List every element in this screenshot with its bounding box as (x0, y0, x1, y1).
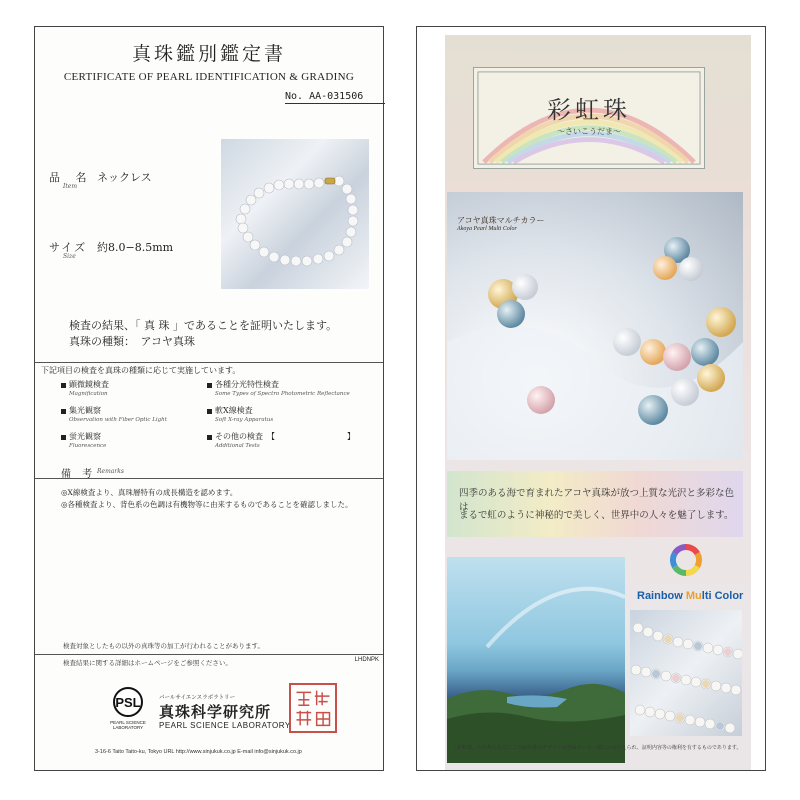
method-item: 軟X線検査 Soft X-ray Apparatus (207, 405, 273, 423)
size-value: 約8.0−8.5mm (97, 241, 174, 254)
method-item: 各種分光特性検査 Some Types of Spectro Photometric Reflectance (207, 379, 350, 397)
red-seal-stamp-icon (289, 683, 337, 733)
note-line: 検査対象としたもの以外の真珠等の加工が行われることがあります。 (63, 642, 264, 650)
photo-caption-en: Akoya Pearl Multi Color (457, 226, 517, 232)
size-label-en: Size (63, 253, 76, 260)
rainbow-ring-logo-icon (670, 544, 702, 576)
necklace-photo (630, 610, 742, 736)
brochure-title: 彩虹珠 (547, 96, 631, 124)
remarks-label: 備 考 (61, 469, 97, 480)
necklace-illustration (630, 610, 742, 736)
pearl-type: 真珠の種類： アコヤ真珠 (69, 335, 195, 348)
sea-illustration (447, 557, 625, 763)
tagline-line: 四季のある海で育まれたアコヤ真珠が放つ上質な光沢と多彩な色は (459, 488, 735, 513)
checkbox-square-icon (61, 409, 66, 414)
remarks-section (35, 457, 383, 655)
tagline-line: まるで虹のように神秘的で美しく、世界中の人々を魅了します。 (459, 510, 734, 521)
certificate-card (34, 26, 384, 771)
bracelet-illustration (221, 139, 369, 289)
checkbox-square-icon (61, 383, 66, 388)
checkbox-square-icon (61, 435, 66, 440)
photo-caption: アコヤ真珠マルチカラー (457, 216, 545, 225)
size-label: サイズ (49, 241, 88, 254)
result-statement: 検査の結果、「 真 珠 」であることを証明いたします。 (69, 319, 338, 332)
note-line: 検査結果に関する詳細はホームページをご参照ください。 (63, 659, 232, 667)
checkbox-square-icon (207, 409, 212, 414)
bracelet-photo (221, 139, 369, 289)
lab-name-kana: パールサイエンスラボラトリー (159, 695, 236, 701)
item-label: 品 名 (49, 171, 93, 184)
multicolor-pearls-photo (447, 192, 743, 460)
brochure-footer: 「彩虹珠」の名称ならびにこの証明書のデザインは登録メーカー様にのみ与えられ、証明内容等の権利を有するものであります。 (452, 745, 742, 751)
method-item: その他の検査 【 】 Additional Tests (207, 431, 355, 449)
remark-line: ◎X線検査より、真珠層特有の成長構造を認めます。 (61, 488, 238, 497)
item-label-en: Item (63, 183, 78, 190)
certificate-title: 真珠鑑別鑑定書 (131, 43, 286, 65)
tagline-box (447, 471, 743, 537)
method-item: 集光観察 Observation with Fiber Optic Light (61, 405, 167, 423)
method-item: 顕微鏡検査 Magnification (61, 379, 109, 397)
pearls-illustration (447, 192, 743, 460)
checkbox-square-icon (207, 435, 212, 440)
lab-name-en: PEARL SCIENCE LABORATORY (159, 721, 291, 730)
rainbow-banner (473, 67, 705, 169)
item-value: ネックレス (97, 171, 152, 184)
checkbox-square-icon (207, 383, 212, 388)
brochure-title-reading: 〜さいこうだま〜 (557, 127, 621, 136)
method-item: 蛍光観察 Fluorescence (61, 431, 106, 449)
certificate-number: No. AA-031506 (285, 91, 385, 104)
remarks-label-en: Remarks (97, 468, 124, 475)
lab-logo-icon: PSL (113, 687, 143, 717)
certificate-subtitle: CERTIFICATE OF PEARL IDENTIFICATION & GRADING (63, 71, 355, 83)
form-code: LHDNPK (354, 657, 379, 663)
rainbow-multi-color-label: Rainbow Multi Color (637, 590, 744, 602)
remark-line: ◎各種検査より、背色系の色調は有機物等に由来するものであることを確認しました。 (61, 500, 353, 509)
certificate-footer: 3-16-6 Taito Taito-ku, Tokyo URL http://www.sinjukuk.co.jp E-mail info@sinjukuk.co.jp (95, 749, 302, 755)
lab-logo-caption: PEARL SCIENCE LABORATORY (110, 720, 146, 730)
test-methods-intro: 下記項目の検査を真珠の種類に応じて実施しています。 (41, 366, 241, 375)
sea-landscape-photo (447, 557, 625, 763)
lab-name: 真珠科学研究所 (159, 703, 272, 721)
